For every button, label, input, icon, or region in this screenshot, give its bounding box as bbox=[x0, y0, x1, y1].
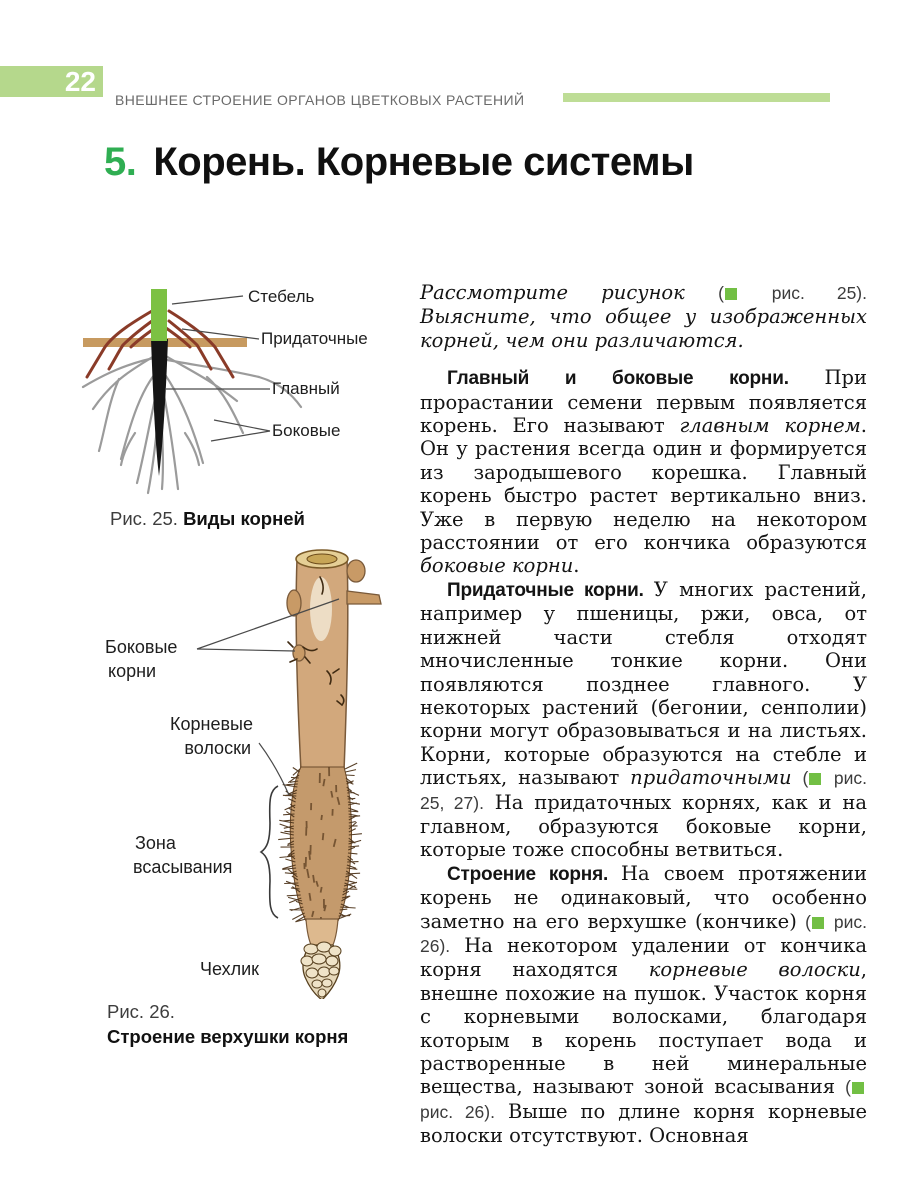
fig26-label-lateral-line1: Боковые bbox=[105, 637, 178, 657]
text-segment: При прорастании семени первым появляется корень. Его называют bbox=[420, 366, 867, 438]
text-segment: боковые корни bbox=[420, 554, 574, 578]
text-segment: . bbox=[573, 554, 580, 578]
header-rule bbox=[563, 93, 830, 102]
fig26-zone-brace bbox=[261, 786, 278, 918]
text-segment: На некотором удалении от кончика корня находятся bbox=[420, 933, 867, 982]
fig26-label-zone-line2: всасывания bbox=[133, 857, 233, 877]
text-segment: ( bbox=[805, 911, 811, 932]
text-segment: На придаточных корнях, как и на главном, образуются боковые корни, которые тоже способны ветвиться. bbox=[420, 790, 867, 862]
intro-task-paragraph bbox=[420, 281, 867, 352]
text-segment: У многих растений, например у пшеницы, ржи, овса, от нижней части стебля отходят мночисленные тонкие корни. Они появляются позднее главного. У некоторых растений (бегонии, сенполии) корни могут образовываться и на листьях. Корни, которые образуются на стебле и листьях, называют bbox=[420, 577, 867, 790]
fig26-label-zone-line1: Зона bbox=[135, 833, 176, 853]
text-segment: Главный и боковые корни. bbox=[447, 368, 825, 390]
figure-ref-square-icon bbox=[852, 1082, 864, 1094]
figure-ref-square-icon bbox=[812, 917, 824, 929]
text-segment: Строение корня. bbox=[447, 863, 622, 885]
text-segment: . Он у растения всегда один и формируется из зародышевого корешка. Главный корень быстро растет вертикально вниз. Уже в первую неделю на некотором расстоянии от его кончика образуются bbox=[420, 414, 867, 555]
figure-25-root-types bbox=[75, 283, 400, 505]
fig26-caption-number: Рис. 26. bbox=[107, 1001, 175, 1022]
fig25-label-adventitious: Придаточные bbox=[261, 329, 368, 348]
text-segment bbox=[792, 766, 803, 789]
fig25-label-stem: Стебель bbox=[248, 287, 315, 306]
text-segment: Выше по длине корня корневые волоски отсутствуют. Основная bbox=[420, 1099, 867, 1148]
fig25-label-lateral: Боковые bbox=[272, 421, 341, 440]
figure-25-caption bbox=[110, 506, 305, 531]
text-segment: Выясните, что общее у изображенных корней, чем они различаются. bbox=[420, 305, 867, 352]
text-segment: Рассмотрите рисунок bbox=[420, 281, 719, 304]
section-title: Корень. Корневые системы bbox=[153, 140, 694, 184]
fig26-highlight bbox=[310, 577, 332, 641]
running-title: ВНЕШНЕЕ СТРОЕНИЕ ОРГАНОВ ЦВЕТКОВЫХ РАСТЕНИЙ bbox=[115, 92, 525, 108]
fig25-caption-title: Виды корней bbox=[183, 508, 305, 529]
fig26-cap-scales bbox=[301, 942, 341, 997]
text-segment: рис. 25, 27). bbox=[420, 768, 867, 813]
article-column bbox=[420, 281, 867, 1148]
text-segment: главным корнем bbox=[679, 414, 861, 438]
text-segment: рис. 26). bbox=[420, 1101, 495, 1122]
fig25-caption-number: Рис. 25. bbox=[110, 508, 178, 529]
figure-26-caption bbox=[107, 999, 348, 1049]
paragraph-main-lateral-roots bbox=[420, 366, 867, 578]
fig25-stem bbox=[151, 289, 167, 341]
page-number: 22 bbox=[64, 66, 96, 97]
figure-ref-square-icon bbox=[725, 288, 737, 300]
text-segment: корневые волоски bbox=[648, 958, 861, 982]
section-heading bbox=[104, 140, 694, 185]
text-segment: рис. 25). bbox=[739, 283, 867, 303]
text-segment: ( bbox=[845, 1077, 851, 1098]
page-number-bar bbox=[0, 66, 103, 97]
text-segment: придаточными bbox=[630, 766, 792, 790]
text-segment: На своем протяжении корень не одинаковый, что особенно заметно на его верхушке (кончике) bbox=[420, 861, 868, 933]
paragraph-adventitious-roots bbox=[420, 578, 867, 862]
fig26-label-lateral-line2: корни bbox=[108, 661, 157, 681]
text-segment: ( bbox=[802, 768, 809, 789]
section-number: 5. bbox=[104, 140, 137, 184]
fig26-label-cap: Чехлик bbox=[200, 959, 260, 979]
paragraph-root-structure bbox=[420, 862, 867, 1148]
text-segment: Придаточные корни. bbox=[447, 579, 654, 601]
fig26-label-hairs-line2: волоски bbox=[184, 738, 251, 758]
text-segment: рис. 26). bbox=[420, 911, 867, 956]
text-segment: , внешне похожие на пушок. Участок корня с корневыми волосками, благодаря которым в корень поступает вода и растворенные в ней минеральные вещества, называют зоной всасывания bbox=[420, 958, 867, 1099]
text-segment: ( bbox=[718, 283, 724, 303]
fig26-label-hairs-line1: Корневые bbox=[170, 714, 253, 734]
fig25-lateral-roots bbox=[83, 353, 301, 493]
figure-26-root-tip bbox=[75, 543, 400, 999]
figure-ref-square-icon bbox=[809, 773, 821, 785]
fig26-cut-ring bbox=[307, 554, 337, 564]
fig25-label-main: Главный bbox=[272, 379, 340, 398]
fig26-caption-title: Строение верхушки корня bbox=[107, 1026, 349, 1047]
